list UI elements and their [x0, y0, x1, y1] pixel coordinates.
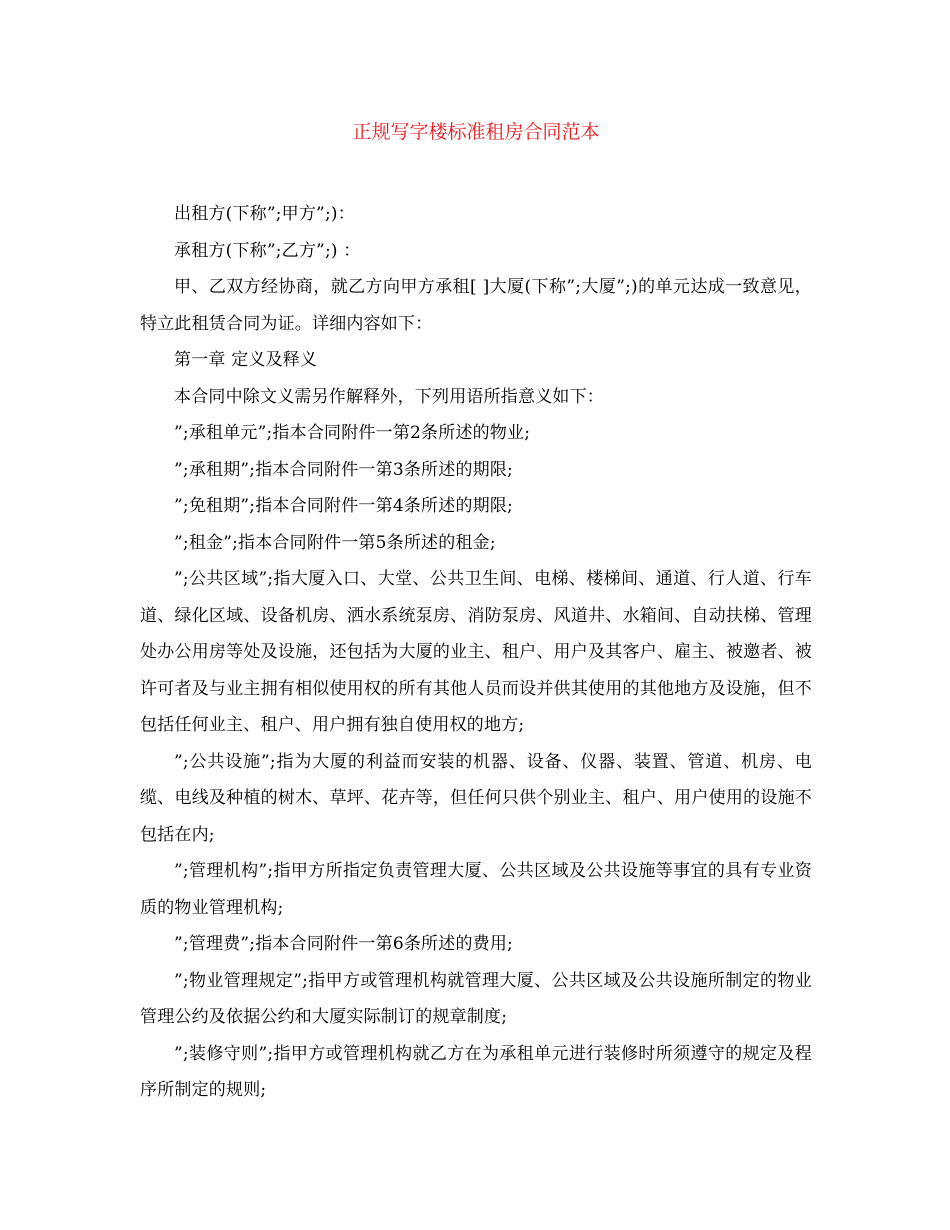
definition-renovation-rules: ”;装修守则”;指甲方或管理机构就乙方在为承租单元进行装修时所须遵守的规定及程序所制定的规则;: [140, 1043, 812, 1100]
definition-rent: ”;租金”;指本合同附件一第5条所述的租金;: [174, 532, 496, 553]
document-page: [140, 118, 812, 1109]
definition-public-areas: ”;公共区域”;指大厦入口、大堂、公共卫生间、电梯、楼梯间、通道、行人道、行车道、绿化区域、设备机房、洒水系统泵房、消防泵房、风道井、水箱间、自动扶梯、管理处办公用房等处及设施，还包括为大厦的业主、租户、用户及其客户、雇主、被邀者、被许可者及与业主拥有相似使用权的所有其他人员而设并供其使用的其他地方及设施，但不包括任何业主、租户、用户拥有独自使用权的地方;: [140, 569, 812, 735]
agreement-intro-paragraph: 甲、乙双方经协商，就乙方向甲方承租[ ]大厦(下称”;大厦”;)的单元达成一致意见，特立此租赁合同为证。详细内容如下：: [140, 277, 812, 334]
document-title: 正规写字楼标准租房合同范本: [352, 121, 600, 143]
definitions-intro: 本合同中除文义需另作解释外，下列用语所指意义如下：: [174, 386, 604, 407]
definition-leased-unit: ”;承租单元”;指本合同附件一第2条所述的物业;: [174, 423, 531, 443]
definition-management-agency: ”;管理机构”;指甲方所指定负责管理大厦、公共区域及公共设施等事宜的具有专业资质的物业管理机构;: [140, 861, 812, 918]
definition-rent-free-period: ”;免租期”;指本合同附件一第4条所述的期限;: [174, 496, 513, 516]
definition-lease-term: ”;承租期”;指本合同附件一第3条所述的期限;: [174, 459, 513, 480]
chapter-heading: 第一章 定义及释义: [174, 350, 318, 370]
definition-public-facilities: ”;公共设施”;指为大厦的利益而安装的机器、设备、仪器、装置、管道、机房、电缆、电线及种植的树木、草坪、花卉等，但任何只供个别业主、租户、用户使用的设施不包括在内;: [140, 751, 812, 845]
definition-property-rules: ”;物业管理规定”;指甲方或管理机构就管理大厦、公共区域及公共设施所制定的物业管理公约及依据公约和大厦实际制订的规章制度;: [140, 970, 812, 1027]
party-a-line: 出租方(下称”;甲方”;)：: [174, 204, 355, 224]
party-b-line: 承租方(下称”;乙方”;) ：: [174, 240, 361, 261]
definition-management-fee: ”;管理费”;指本合同附件一第6条所述的费用;: [174, 934, 513, 954]
